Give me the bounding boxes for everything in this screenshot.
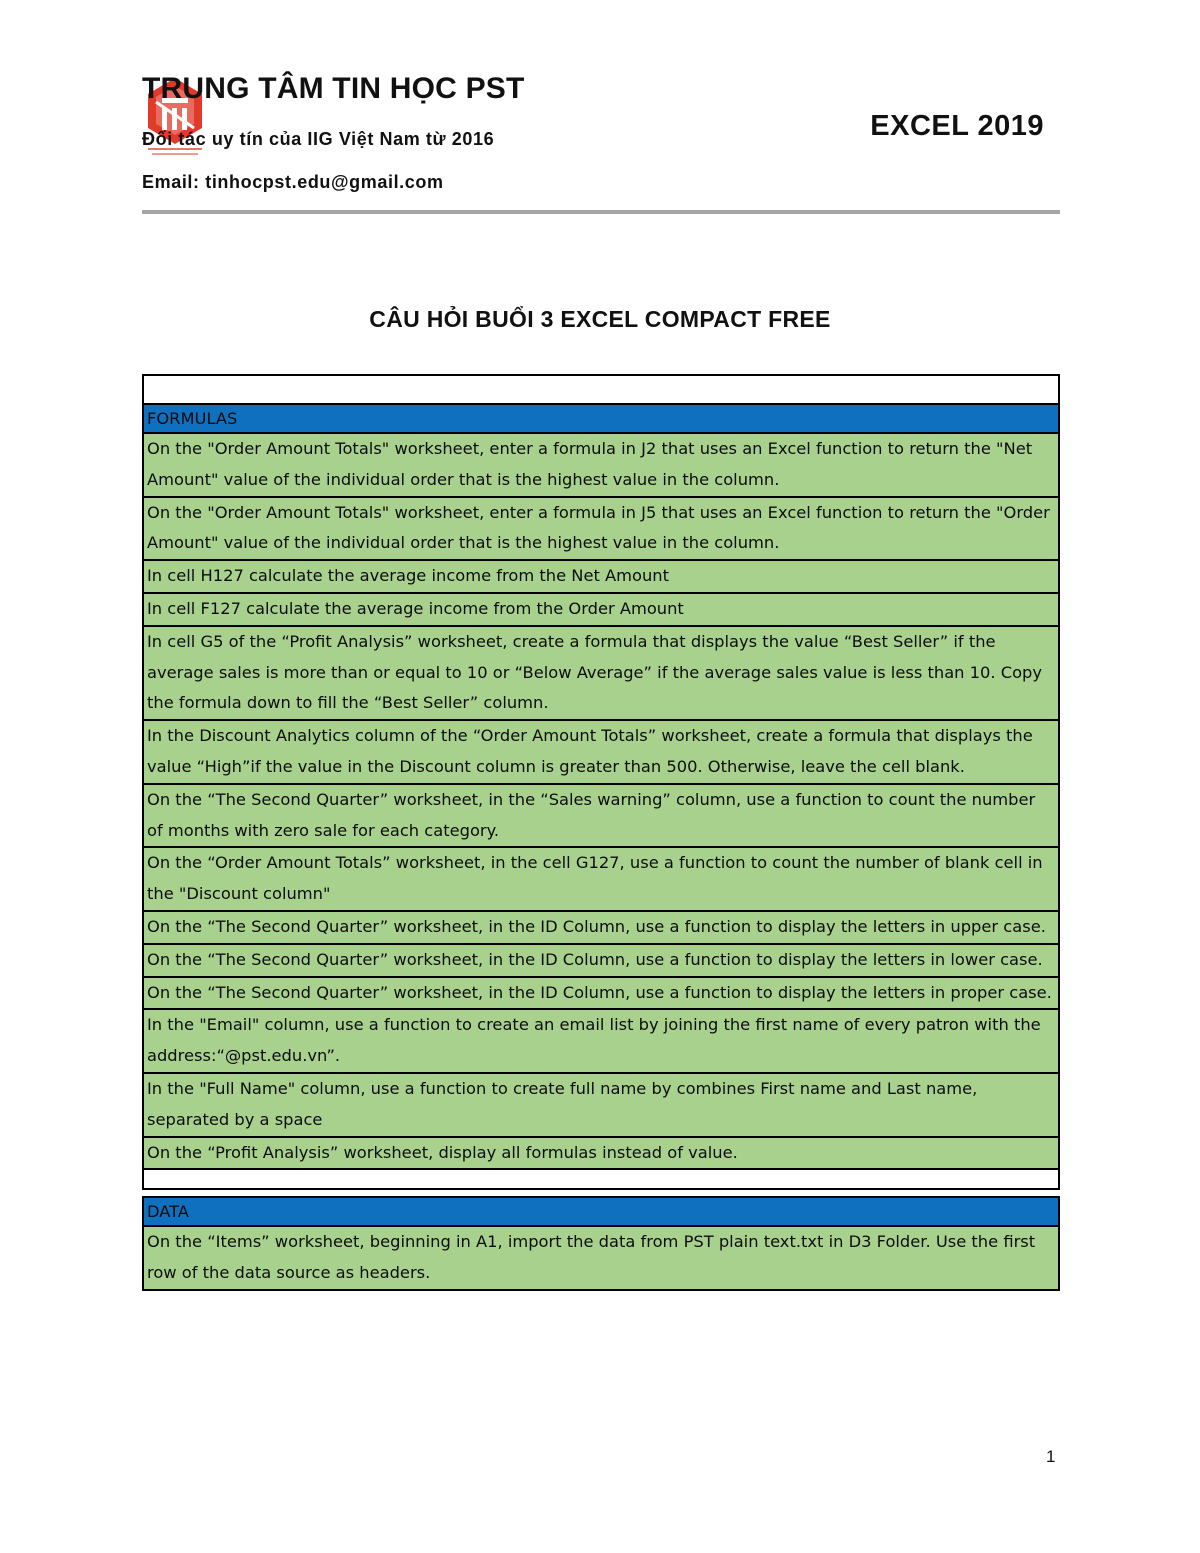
center-name: TRUNG TÂM TIN HỌC PST	[142, 72, 525, 105]
question-table	[142, 374, 1060, 1291]
question-row	[143, 560, 1059, 593]
blank-row	[143, 375, 1059, 404]
question-row-cell: On the “The Second Quarter” worksheet, in the “Sales warning” column, use a function to count the number of months with zero sale for each category.	[143, 784, 1059, 848]
blank-row-cell	[143, 1169, 1059, 1189]
header-divider	[142, 210, 1060, 214]
page-number: 1	[1046, 1447, 1056, 1466]
question-row-cell: In cell F127 calculate the average income from the Order Amount	[143, 593, 1059, 626]
question-row	[143, 1009, 1059, 1073]
question-row	[143, 720, 1059, 784]
section-header-formulas-cell: FORMULAS	[143, 404, 1059, 433]
question-row-cell: On the "Order Amount Totals" worksheet, enter a formula in J2 that uses an Excel function to return the "Net Amount" value of the individual order that is the highest value in the column.	[143, 433, 1059, 497]
tagline: Đối tác uy tín của IIG Việt Nam từ 2016	[142, 129, 495, 149]
question-row-cell: On the “Items” worksheet, beginning in A1, import the data from PST plain text.txt in D3 Folder. Use the first row of the data source as headers.	[143, 1226, 1059, 1290]
blank-row	[143, 1169, 1059, 1189]
question-row	[143, 593, 1059, 626]
question-row	[143, 911, 1059, 944]
table-gap	[143, 1189, 1059, 1197]
question-table-body	[143, 375, 1059, 1290]
product-label: EXCEL 2019	[870, 110, 1044, 142]
question-row	[143, 497, 1059, 561]
section-header-data	[143, 1197, 1059, 1226]
blank-row-cell	[143, 375, 1059, 404]
table-gap-cell	[143, 1189, 1059, 1197]
question-row	[143, 626, 1059, 720]
contact-email: Email: tinhocpst.edu@gmail.com	[142, 172, 444, 192]
question-row-cell: In cell H127 calculate the average income from the Net Amount	[143, 560, 1059, 593]
section-header-formulas	[143, 404, 1059, 433]
question-row	[143, 433, 1059, 497]
question-row-cell: On the “Profit Analysis” worksheet, display all formulas instead of value.	[143, 1137, 1059, 1170]
question-row	[143, 1226, 1059, 1290]
question-row	[143, 977, 1059, 1010]
question-row-cell: In the "Full Name" column, use a function to create full name by combines First name and Last name, separated by a space	[143, 1073, 1059, 1137]
question-row	[143, 1137, 1059, 1170]
question-row	[143, 944, 1059, 977]
question-row-cell: On the “The Second Quarter” worksheet, in the ID Column, use a function to display the letters in upper case.	[143, 911, 1059, 944]
question-row-cell: In the Discount Analytics column of the “Order Amount Totals” worksheet, create a formula that displays the value “High”if the value in the Discount column is greater than 500. Otherwise, leave the cell blank.	[143, 720, 1059, 784]
question-row-cell: On the “Order Amount Totals” worksheet, in the cell G127, use a function to count the number of blank cell in the "Discount column"	[143, 847, 1059, 911]
question-row-cell: In cell G5 of the “Profit Analysis” worksheet, create a formula that displays the value “Best Seller” if the average sales is more than or equal to 10 or “Below Average” if the average sales value is less than 10. Copy the formula down to fill the “Best Seller” column.	[143, 626, 1059, 720]
section-header-data-cell: DATA	[143, 1197, 1059, 1226]
question-row	[143, 847, 1059, 911]
question-row	[143, 784, 1059, 848]
document-title: CÂU HỎI BUỔI 3 EXCEL COMPACT FREE	[369, 306, 831, 332]
question-row-cell: On the "Order Amount Totals" worksheet, enter a formula in J5 that uses an Excel function to return the "Order Amount" value of the individual order that is the highest value in the column.	[143, 497, 1059, 561]
question-row-cell: In the "Email" column, use a function to create an email list by joining the first name of every patron with the address:“@pst.edu.vn”.	[143, 1009, 1059, 1073]
page-header	[142, 66, 1060, 216]
question-row-cell: On the “The Second Quarter” worksheet, in the ID Column, use a function to display the letters in lower case.	[143, 944, 1059, 977]
question-row	[143, 1073, 1059, 1137]
question-row-cell: On the “The Second Quarter” worksheet, in the ID Column, use a function to display the letters in proper case.	[143, 977, 1059, 1010]
